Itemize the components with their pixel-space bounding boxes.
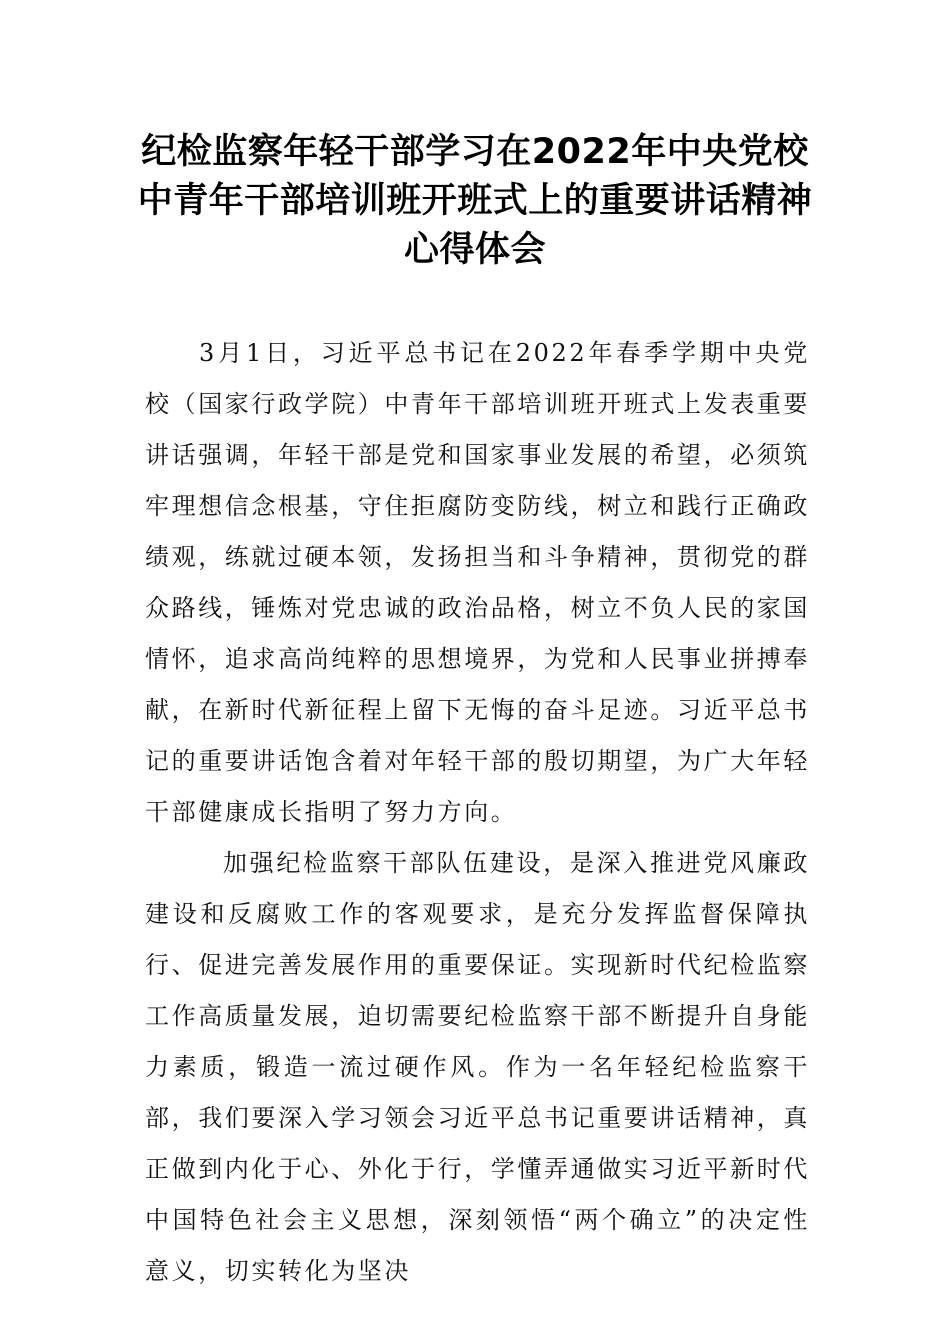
body-paragraph-2: 加强纪检监察干部队伍建设，是深入推进党风廉政建设和反腐败工作的客观要求，是充分发挥监督保障执行、促进完善发展作用的重要保证。实现新时代纪检监察工作高质量发展，迫切需要纪检监察干部不断提升自身能力素质，锻造一流过硬作风。作为一名年轻纪检监察干部，我们要深入学习领会习近平总书记重要讲话精神，真正做到内化于心、外化于行，学懂弄通做实习近平新时代中国特色社会主义思想，深刻领悟“两个确立”的决定性意义，切实转化为坚决: [145, 849, 810, 1285]
document-title: 纪检监察年轻干部学习在2022年中央党校中青年干部培训班开班式上的重要讲话精神心得体会: [137, 132, 813, 270]
document-body: [145, 328, 810, 1297]
body-paragraph-1: 3月1日，习近平总书记在2022年春季学期中央党校（国家行政学院）中青年干部培训班开班式上发表重要讲话强调，年轻干部是党和国家事业发展的希望，必须筑牢理想信念根基，守住拒腐防变防线，树立和践行正确政绩观，练就过硬本领，发扬担当和斗争精神，贯彻党的群众路线，锤炼对党忠诚的政治品格，树立不负人民的家国情怀，追求高尚纯粹的思想境界，为党和人民事业拼搏奉献，在新时代新征程上留下无悔的奋斗足迹。习近平总书记的重要讲话饱含着对年轻干部的殷切期望，为广大年轻干部健康成长指明了努力方向。: [145, 339, 810, 826]
